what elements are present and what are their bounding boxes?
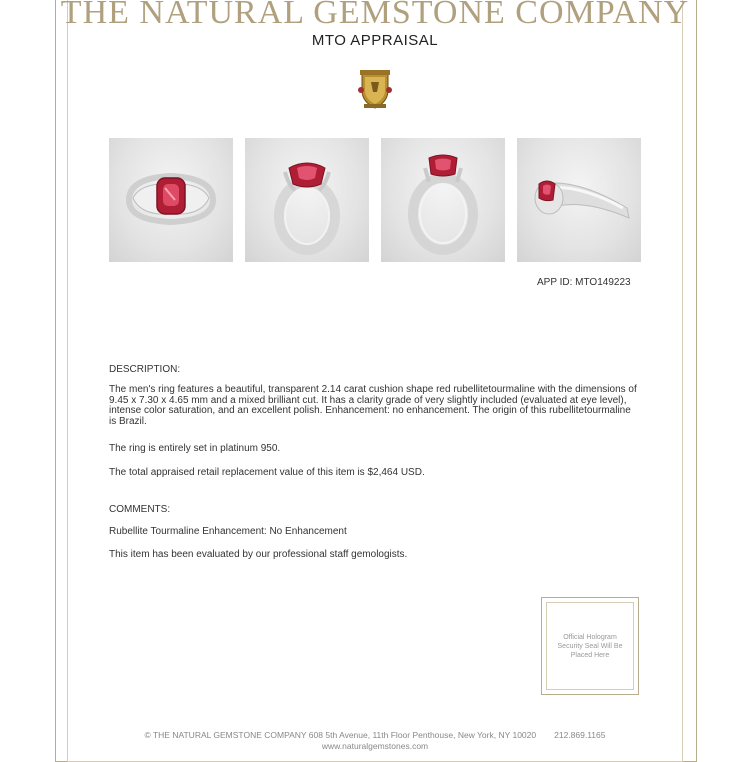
footer-address: © THE NATURAL GEMSTONE COMPANY 608 5th Avenue, 11th Floor Penthouse, New York, NY 10020: [144, 730, 537, 740]
description-paragraph-2: The ring is entirely set in platinum 950.: [109, 443, 281, 454]
ring-profile-image: [517, 138, 641, 262]
footer-phone: 212.869.1165: [554, 730, 606, 740]
app-id: APP ID: MTO149223: [537, 277, 631, 288]
footer: [0, 730, 750, 752]
comments-paragraph-2: This item has been evaluated by our professional staff gemologists.: [109, 549, 408, 560]
comments-paragraph-1: Rubellite Tourmaline Enhancement: No Enhancement: [109, 526, 347, 537]
description-paragraph-3: The total appraised retail replacement value of this item is $2,464 USD.: [109, 467, 425, 478]
description-heading: DESCRIPTION:: [109, 364, 181, 375]
crest-icon: [356, 68, 394, 110]
ring-band-image: [381, 138, 505, 262]
company-name: THE NATURAL GEMSTONE COMPANY: [60, 0, 690, 31]
description-paragraph-1: The men's ring features a beautiful, transparent 2.14 carat cushion shape red rubellitetourmaline with the dimensions of 9.45 x 7.30 x 4.65 mm and a mixed brilliant cut. It has a clarity grade of very slightly included (evaluated at eye level), intense color saturation, and an excellent polish. Enhancement: no enhancement. The origin of this rubellitetourmaline is Brazil.: [109, 384, 637, 427]
footer-website[interactable]: www.naturalgemstones.com: [321, 741, 429, 751]
document-type: MTO APPRAISAL: [311, 32, 439, 49]
hologram-seal-placeholder: [541, 597, 639, 695]
ring-gallery: [109, 138, 641, 262]
ring-front-image: [109, 138, 233, 262]
seal-inner-border: [546, 602, 634, 690]
seal-text: Official Hologram Security Seal Will Be Placed Here: [557, 633, 623, 659]
comments-heading: COMMENTS:: [109, 504, 171, 515]
ring-angle-image: [245, 138, 369, 262]
